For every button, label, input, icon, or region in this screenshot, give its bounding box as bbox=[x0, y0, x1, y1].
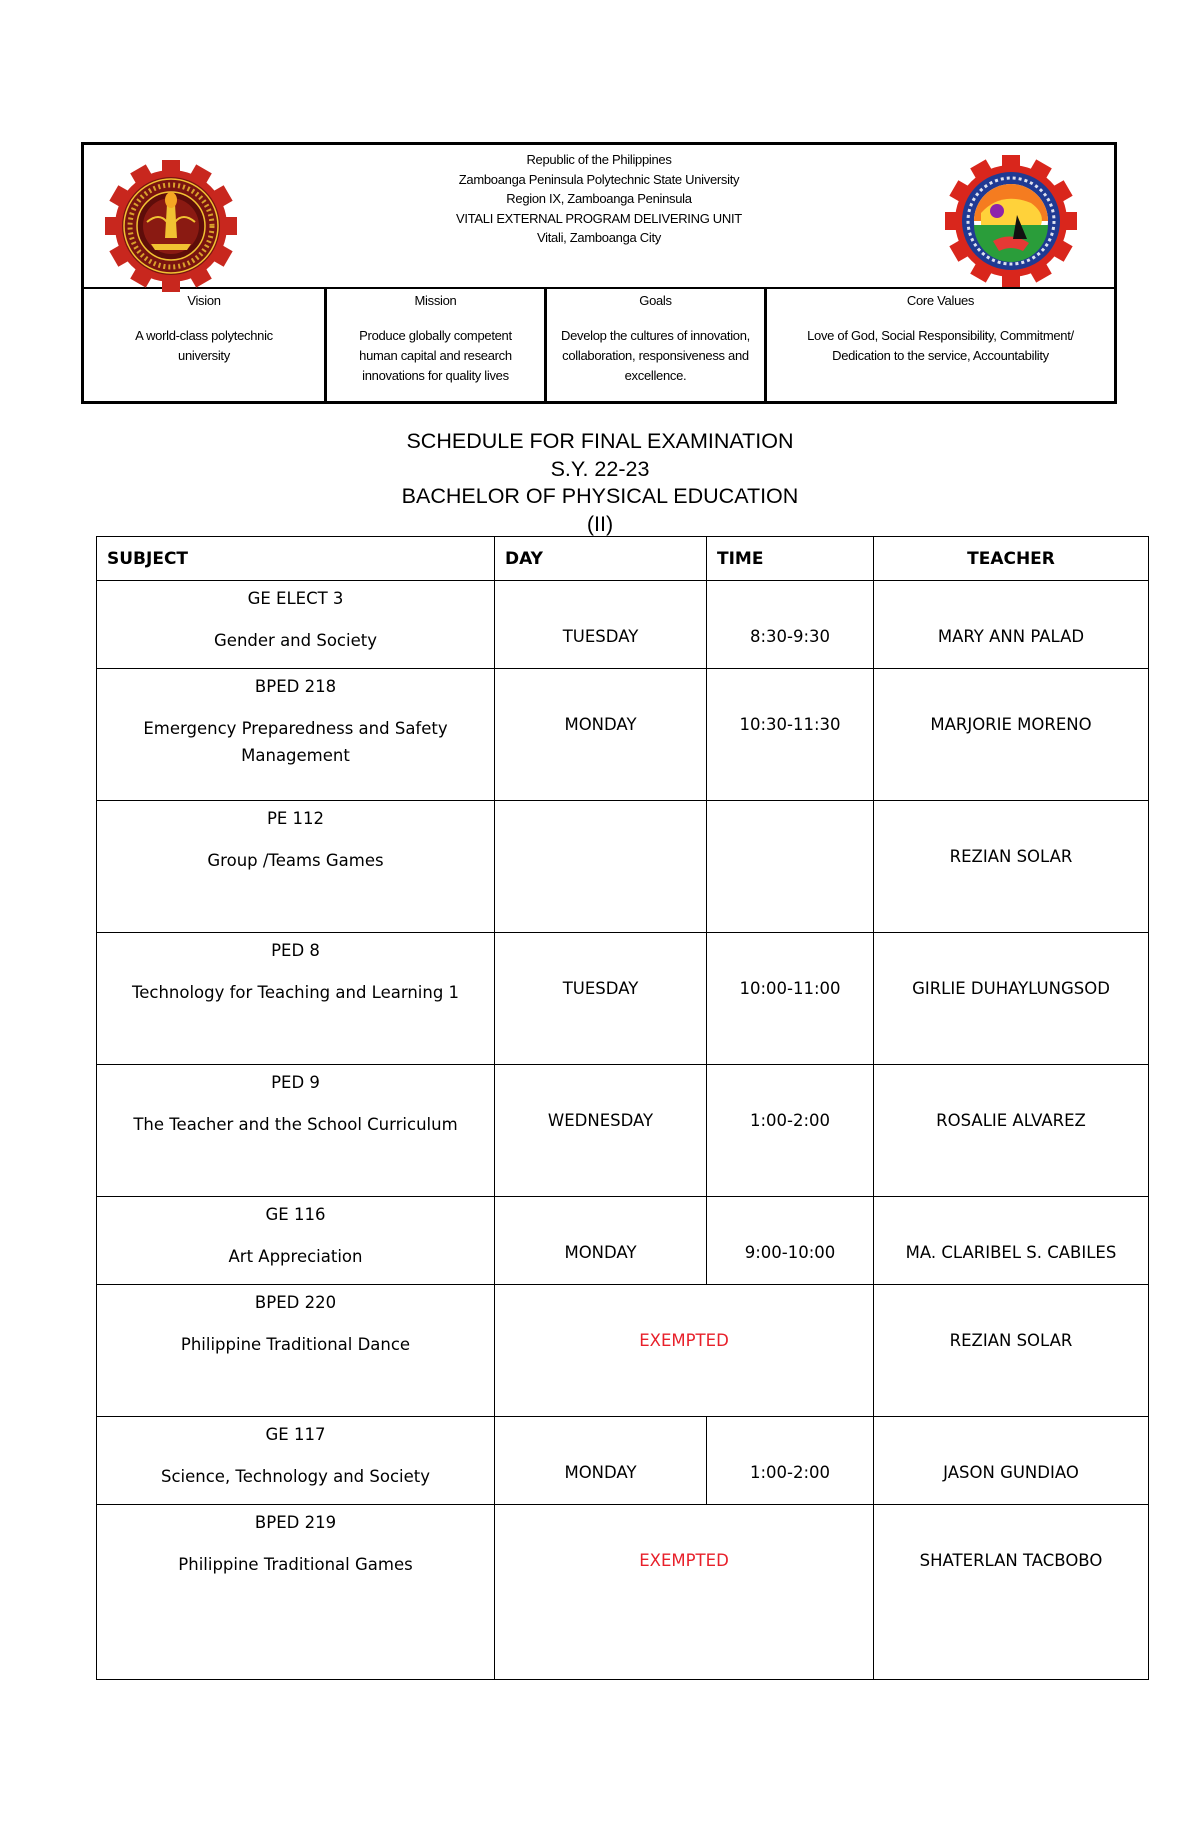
day-value: TUESDAY bbox=[562, 627, 639, 646]
header-line-region: Region IX, Zamboanga Peninsula bbox=[506, 191, 692, 206]
time-value: 8:30-9:30 bbox=[749, 627, 831, 646]
goals-column bbox=[544, 287, 764, 402]
teacher-cell bbox=[874, 1065, 1149, 1197]
letterhead-top bbox=[84, 145, 1114, 289]
subject-code: PED 8 bbox=[271, 941, 320, 960]
column-header-subject: SUBJECT bbox=[97, 537, 495, 581]
vision-mission-goals-values bbox=[84, 287, 1114, 402]
core-values-text: Love of God, Social Responsibility, Commitment/ Dedication to the service, Accountability bbox=[807, 328, 1074, 363]
table-row bbox=[97, 1197, 1149, 1285]
table-row bbox=[97, 801, 1149, 933]
subject-name: Philippine Traditional Dance bbox=[180, 1335, 411, 1354]
time-cell bbox=[707, 933, 874, 1065]
subject-cell bbox=[97, 1065, 495, 1197]
table-row bbox=[97, 581, 1149, 669]
day-value: MONDAY bbox=[564, 1243, 637, 1262]
table-row bbox=[97, 669, 1149, 801]
subject-cell bbox=[97, 1505, 495, 1680]
vision-text: A world-class polytechnic university bbox=[135, 328, 273, 363]
subject-cell bbox=[97, 581, 495, 669]
exam-schedule-table bbox=[96, 536, 1149, 1680]
subject-cell bbox=[97, 1417, 495, 1505]
day-value: MONDAY bbox=[564, 1463, 637, 1482]
time-cell bbox=[707, 1065, 874, 1197]
table-row bbox=[97, 1285, 1149, 1417]
column-header-day: DAY bbox=[495, 537, 707, 581]
subject-name: The Teacher and the School Curriculum bbox=[133, 1115, 458, 1134]
day-cell bbox=[495, 933, 707, 1065]
time-value: 1:00-2:00 bbox=[749, 1463, 831, 1482]
teacher-cell bbox=[874, 581, 1149, 669]
time-cell bbox=[707, 669, 874, 801]
school-year: S.Y. 22-23 bbox=[550, 456, 650, 481]
program-name: BACHELOR OF PHYSICAL EDUCATION bbox=[401, 484, 799, 508]
subject-cell bbox=[97, 1285, 495, 1417]
subject-cell bbox=[97, 933, 495, 1065]
unit-seal-logo bbox=[944, 154, 1078, 288]
time-cell bbox=[707, 1197, 874, 1285]
vision-column bbox=[84, 287, 324, 402]
subject-name: Philippine Traditional Games bbox=[178, 1555, 413, 1574]
year-level: (II) bbox=[586, 511, 614, 536]
teacher-cell bbox=[874, 669, 1149, 801]
mission-column bbox=[324, 287, 544, 402]
subject-name: Emergency Preparedness and Safety Management bbox=[143, 719, 448, 765]
teacher-value: REZIAN SOLAR bbox=[949, 847, 1073, 866]
goals-text: Develop the cultures of innovation, collaboration, responsiveness and excellence. bbox=[561, 328, 750, 383]
subject-name: Art Appreciation bbox=[228, 1247, 363, 1266]
table-row bbox=[97, 1417, 1149, 1505]
subject-code: GE 116 bbox=[265, 1205, 326, 1224]
day-cell bbox=[495, 1065, 707, 1197]
teacher-cell bbox=[874, 1285, 1149, 1417]
subject-code: PED 9 bbox=[271, 1073, 320, 1092]
time-cell bbox=[707, 581, 874, 669]
teacher-value: GIRLIE DUHAYLUNGSOD bbox=[912, 979, 1110, 998]
column-header-time: TIME bbox=[707, 537, 874, 581]
teacher-cell bbox=[874, 801, 1149, 933]
exempted-status: EXEMPTED bbox=[639, 1331, 729, 1350]
day-cell bbox=[495, 1197, 707, 1285]
core-values-column bbox=[764, 287, 1114, 402]
day-cell bbox=[495, 581, 707, 669]
document-title: SCHEDULE FOR FINAL EXAMINATION bbox=[406, 429, 794, 453]
day-value: WEDNESDAY bbox=[547, 1111, 654, 1130]
time-value: 10:30-11:30 bbox=[739, 715, 841, 734]
document-title-block bbox=[0, 428, 1200, 538]
header-line-country: Republic of the Philippines bbox=[526, 152, 672, 167]
subject-code: GE 117 bbox=[265, 1425, 326, 1444]
table-row bbox=[97, 1505, 1149, 1680]
teacher-cell bbox=[874, 1417, 1149, 1505]
mission-text: Produce globally competent human capital and research innovations for quality lives bbox=[359, 328, 512, 383]
teacher-value: MARJORIE MORENO bbox=[930, 715, 1092, 734]
vision-heading: Vision bbox=[187, 293, 221, 308]
teacher-cell bbox=[874, 1197, 1149, 1285]
teacher-value: REZIAN SOLAR bbox=[949, 1331, 1073, 1350]
time-value: 9:00-10:00 bbox=[744, 1243, 836, 1262]
teacher-value: ROSALIE ALVAREZ bbox=[936, 1111, 1086, 1130]
subject-code: BPED 220 bbox=[254, 1293, 337, 1312]
table-row bbox=[97, 933, 1149, 1065]
letterhead bbox=[81, 142, 1117, 404]
subject-cell bbox=[97, 1197, 495, 1285]
day-value: MONDAY bbox=[564, 715, 637, 734]
day-cell bbox=[495, 669, 707, 801]
institution-header bbox=[284, 150, 914, 248]
subject-name: Technology for Teaching and Learning 1 bbox=[131, 983, 460, 1002]
subject-code: BPED 218 bbox=[254, 677, 337, 696]
table-row bbox=[97, 1065, 1149, 1197]
subject-cell bbox=[97, 801, 495, 933]
subject-name: Group /Teams Games bbox=[207, 851, 384, 870]
teacher-value: MARY ANN PALAD bbox=[937, 627, 1085, 646]
time-cell bbox=[707, 801, 874, 933]
exempted-status: EXEMPTED bbox=[639, 1551, 729, 1570]
day-cell bbox=[495, 801, 707, 933]
university-seal-logo bbox=[104, 159, 238, 293]
time-value: 1:00-2:00 bbox=[749, 1111, 831, 1130]
column-header-teacher: TEACHER bbox=[874, 537, 1149, 581]
status-cell bbox=[495, 1285, 874, 1417]
time-value: 10:00-11:00 bbox=[739, 979, 841, 998]
table-header-row bbox=[97, 537, 1149, 581]
subject-code: BPED 219 bbox=[254, 1513, 337, 1532]
mission-heading: Mission bbox=[414, 293, 457, 308]
status-cell bbox=[495, 1505, 874, 1680]
header-line-location: Vitali, Zamboanga City bbox=[537, 230, 661, 245]
subject-name: Gender and Society bbox=[214, 631, 377, 650]
day-value: TUESDAY bbox=[562, 979, 639, 998]
subject-code: PE 112 bbox=[266, 809, 325, 828]
teacher-cell bbox=[874, 1505, 1149, 1680]
teacher-value: SHATERLAN TACBOBO bbox=[919, 1551, 1103, 1570]
subject-cell bbox=[97, 669, 495, 801]
core-values-heading: Core Values bbox=[906, 293, 975, 308]
teacher-cell bbox=[874, 933, 1149, 1065]
subject-code: GE ELECT 3 bbox=[247, 589, 344, 608]
teacher-value: MA. CLARIBEL S. CABILES bbox=[905, 1243, 1117, 1262]
teacher-value: JASON GUNDIAO bbox=[943, 1463, 1079, 1482]
day-cell bbox=[495, 1417, 707, 1505]
time-cell bbox=[707, 1417, 874, 1505]
goals-heading: Goals bbox=[639, 293, 672, 308]
header-line-unit: VITALI EXTERNAL PROGRAM DELIVERING UNIT bbox=[456, 210, 742, 226]
subject-name: Science, Technology and Society bbox=[160, 1467, 431, 1486]
header-line-university: Zamboanga Peninsula Polytechnic State University bbox=[458, 171, 740, 187]
